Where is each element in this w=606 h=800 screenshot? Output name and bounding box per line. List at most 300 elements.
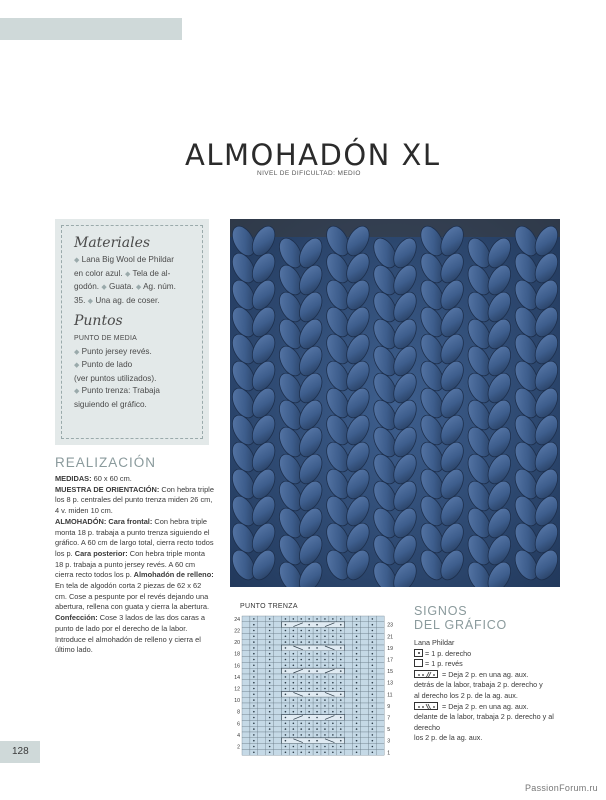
chart-knit-dot <box>332 665 334 667</box>
realizacion-heading: REALIZACIÓN <box>55 455 157 470</box>
chart-knit-dot <box>324 752 326 754</box>
chart-row-label: 9 <box>387 703 391 710</box>
chart-cell <box>345 726 353 732</box>
chart-knit-dot <box>356 705 358 707</box>
chart-knit-dot <box>285 723 287 725</box>
materials-list <box>74 254 192 308</box>
material-line: Ag. núm. <box>143 282 176 291</box>
knit-texture-image <box>230 219 560 587</box>
chart-row-label: 23 <box>387 622 393 629</box>
confeccion-text: Cose 3 lados de las dos caras a punto de lado por el derecho de la labor. Introduce el almohadón de relleno y cierra el último lado. <box>55 613 205 655</box>
chart-cell <box>361 715 369 721</box>
diamond-icon: ◆ <box>87 297 94 305</box>
chart-cell <box>242 744 250 750</box>
chart-knit-dot <box>285 752 287 754</box>
realizacion-body <box>55 474 215 656</box>
chart-knit-dot <box>269 659 271 661</box>
chart-knit-dot <box>285 624 287 626</box>
chart-knit-dot <box>293 688 295 690</box>
chart-cell <box>242 651 250 657</box>
chart-knit-dot <box>269 711 271 713</box>
chart-row-label: 13 <box>387 680 393 687</box>
chart-knit-dot <box>372 694 374 696</box>
chart-knit-dot <box>269 665 271 667</box>
diamond-icon: ◆ <box>74 388 80 395</box>
chart-cell <box>242 657 250 663</box>
chart-knit-dot <box>300 659 302 661</box>
material-line: Tela de al- <box>132 268 171 278</box>
chart-cell <box>274 697 282 703</box>
chart-knit-dot <box>356 641 358 643</box>
chart-knit-dot <box>285 682 287 684</box>
chart-knit-dot <box>332 734 334 736</box>
chart-cell <box>345 732 353 738</box>
materials-heading: Materiales <box>74 235 151 251</box>
chart-knit-dot <box>340 618 342 620</box>
muestra-text: Con hebra triple los 8 p. centrales del punto trenza miden 26 cm, 4 v. miden 10 cm. <box>55 484 214 516</box>
chart-cell <box>376 686 384 692</box>
chart-knit-dot <box>269 728 271 730</box>
chart-cell <box>274 622 282 628</box>
symbol-desc: = Deja 2 p. en una ag. aux. <box>440 669 529 679</box>
chart-knit-dot <box>285 688 287 690</box>
chart-cell <box>258 680 266 686</box>
chart-cell <box>376 703 384 709</box>
chart-knit-dot <box>269 641 271 643</box>
chart-knit-dot <box>293 653 295 655</box>
chart-knit-dot <box>269 746 271 748</box>
chart-knit-dot <box>316 717 318 719</box>
chart-knit-dot <box>308 728 310 730</box>
chart-cell <box>274 686 282 692</box>
chart-knit-dot <box>293 752 295 754</box>
chart-cell <box>361 720 369 726</box>
chart-knit-dot <box>269 670 271 672</box>
chart-knit-dot <box>332 746 334 748</box>
chart-knit-dot <box>332 688 334 690</box>
chart-knit-dot <box>372 618 374 620</box>
chart-knit-dot <box>293 636 295 638</box>
chart-knit-dot <box>372 670 374 672</box>
chart-cell <box>258 628 266 634</box>
chart-cell <box>345 657 353 663</box>
chart-row-label: 6 <box>237 721 240 728</box>
chart-knit-dot <box>324 688 326 690</box>
chart-knit-dot <box>300 665 302 667</box>
chart-cell <box>258 645 266 651</box>
cara-posterior-label: Cara posterior: <box>72 548 128 558</box>
chart-cell <box>361 668 369 674</box>
symbol-desc: = 1 p. revés <box>425 659 463 669</box>
chart-cell <box>361 732 369 738</box>
chart-knit-dot <box>324 728 326 730</box>
chart-cell <box>361 709 369 715</box>
chart-knit-dot <box>332 630 334 632</box>
chart-knit-dot <box>340 688 342 690</box>
chart-cell <box>242 668 250 674</box>
chart-knit-dot <box>316 636 318 638</box>
chart-knit-dot <box>285 618 287 620</box>
chart-cell <box>361 622 369 628</box>
diamond-icon: ◆ <box>124 270 131 278</box>
chart-knit-dot <box>356 624 358 626</box>
chart-knit-dot <box>269 717 271 719</box>
chart-knit-dot <box>269 653 271 655</box>
chart-knit-dot <box>332 705 334 707</box>
symbol-desc: = 1 p. derecho <box>425 648 472 658</box>
chart-cell <box>258 703 266 709</box>
chart-knit-dot <box>340 647 342 649</box>
chart-knit-dot <box>316 670 318 672</box>
chart-knit-dot <box>332 618 334 620</box>
material-line: 35. <box>74 295 86 305</box>
material-line: en color azul. <box>74 268 123 278</box>
chart-cell <box>345 668 353 674</box>
chart-cell <box>242 715 250 721</box>
chart-cell <box>258 657 266 663</box>
chart-knit-dot <box>308 711 310 713</box>
chart-knit-dot <box>372 641 374 643</box>
chart-knit-dot <box>356 670 358 672</box>
chart-knit-dot <box>356 630 358 632</box>
chart-knit-dot <box>372 653 374 655</box>
chart-knit-dot <box>285 659 287 661</box>
chart-knit-dot <box>356 746 358 748</box>
chart-knit-dot <box>316 734 318 736</box>
chart-cell <box>361 697 369 703</box>
chart-knit-dot <box>308 630 310 632</box>
chart-knit-dot <box>356 717 358 719</box>
chart-knit-dot <box>316 746 318 748</box>
chart-cell <box>376 633 384 639</box>
chart-cell <box>345 639 353 645</box>
chart-knit-dot <box>340 659 342 661</box>
chart-knit-dot <box>324 676 326 678</box>
chart-knit-dot <box>340 624 342 626</box>
chart-knit-dot <box>324 723 326 725</box>
punto-line: Punto jersey revés. <box>81 346 152 356</box>
chart-knit-dot <box>316 705 318 707</box>
chart-knit-dot <box>340 734 342 736</box>
chart-knit-dot <box>253 746 255 748</box>
chart-cell <box>258 738 266 744</box>
chart-knit-dot <box>308 670 310 672</box>
chart-cell <box>274 616 282 622</box>
chart-cell <box>274 749 282 755</box>
chart-cell <box>345 703 353 709</box>
chart-cell <box>376 616 384 622</box>
chart-knit-dot <box>340 723 342 725</box>
relleno-text: En tela de algodón corta 2 piezas de 62 x 62 cm. Cose a pespunte por el revés dejando una abertura, rellena con guata y cierra la abertura. <box>55 581 210 612</box>
chart-knit-dot <box>253 641 255 643</box>
knit-symbol-icon <box>414 649 423 657</box>
chart-cell <box>376 674 384 680</box>
chart-cell <box>345 697 353 703</box>
chart-cell <box>274 726 282 732</box>
materials-box-inner <box>61 225 203 439</box>
chart-cell <box>376 738 384 744</box>
relleno-label: Almohadón de relleno: <box>131 570 214 580</box>
chart-knit-dot <box>316 711 318 713</box>
chart-knit-dot <box>332 752 334 754</box>
chart-knit-dot <box>372 624 374 626</box>
symbol-desc-cont: delante de la labor, trabaja 2 p. derecho y al <box>414 712 554 722</box>
chart-row-label: 8 <box>237 709 240 716</box>
chart-row-label: 2 <box>237 744 240 751</box>
symbol-desc-cont: derecho <box>414 722 440 732</box>
chart-cell <box>361 633 369 639</box>
chart-knit-dot <box>372 705 374 707</box>
chart-cell <box>345 616 353 622</box>
chart-cell <box>376 720 384 726</box>
chart-knit-dot <box>253 647 255 649</box>
chart-cable-cell <box>282 668 345 674</box>
chart-knit-dot <box>356 676 358 678</box>
chart-knit-dot <box>316 740 318 742</box>
chart-knit-dot <box>300 688 302 690</box>
chart-knit-dot <box>269 740 271 742</box>
chart-cell <box>361 674 369 680</box>
chart-cell <box>345 738 353 744</box>
chart-cell <box>376 680 384 686</box>
watermark: PassionForum.ru <box>524 783 598 793</box>
chart-row-label: 21 <box>387 634 393 641</box>
chart-knit-dot <box>356 734 358 736</box>
chart-cell <box>376 639 384 645</box>
chart-knit-dot <box>340 653 342 655</box>
confeccion-label: Confección: <box>55 613 98 623</box>
chart-knit-dot <box>285 717 287 719</box>
chart-knit-dot <box>308 699 310 701</box>
chart-knit-dot <box>269 688 271 690</box>
chart-knit-dot <box>269 694 271 696</box>
chart-knit-dot <box>253 624 255 626</box>
chart-row-label: 17 <box>387 657 393 664</box>
chart-cell <box>361 686 369 692</box>
chart-knit-dot <box>372 734 374 736</box>
chart-cell <box>242 680 250 686</box>
chart-cell <box>376 715 384 721</box>
chart-cell <box>242 691 250 697</box>
chart-knit-dot <box>308 717 310 719</box>
chart-cell <box>242 662 250 668</box>
chart-cell <box>242 633 250 639</box>
signos-heading-line1: SIGNOS <box>414 604 468 618</box>
chart-knit-dot <box>300 705 302 707</box>
chart-row-label: 12 <box>234 686 240 693</box>
chart-knit-dot <box>324 641 326 643</box>
chart-cell <box>242 749 250 755</box>
chart-knit-dot <box>285 705 287 707</box>
chart-knit-dot <box>324 665 326 667</box>
chart-knit-dot <box>293 711 295 713</box>
diamond-icon: ◆ <box>135 284 142 291</box>
chart-knit-dot <box>293 728 295 730</box>
materials-box <box>55 219 209 445</box>
chart-knit-dot <box>308 636 310 638</box>
puntos-list <box>74 332 192 411</box>
chart-knit-dot <box>285 734 287 736</box>
chart-knit-dot <box>253 752 255 754</box>
chart-knit-dot <box>316 630 318 632</box>
chart-title: PUNTO TRENZA <box>240 603 298 610</box>
chart-cell <box>361 645 369 651</box>
chart-knit-dot <box>316 682 318 684</box>
knit-chart-grid <box>228 610 398 762</box>
material-line: Guata. <box>109 282 134 291</box>
chart-knit-dot <box>316 624 318 626</box>
chart-cell <box>361 662 369 668</box>
cara-frontal-text: Con hebra triple monta 18 p. trabaja a punto trenza siguiendo el gráfico. A 60 cm de largo total, cierra recto todos los p. <box>55 516 214 558</box>
chart-cell <box>361 738 369 744</box>
chart-knit-dot <box>253 688 255 690</box>
punto-line: siguiendo el gráfico. <box>74 399 147 409</box>
chart-knit-dot <box>308 734 310 736</box>
chart-cell <box>274 744 282 750</box>
chart-cell <box>274 715 282 721</box>
chart-knit-dot <box>293 705 295 707</box>
chart-knit-dot <box>316 659 318 661</box>
chart-cell <box>274 639 282 645</box>
chart-cell <box>258 616 266 622</box>
top-decor-bar <box>0 18 182 40</box>
chart-cable-cell <box>282 738 345 744</box>
chart-cell <box>274 732 282 738</box>
chart-cell <box>274 668 282 674</box>
chart-knit-dot <box>300 711 302 713</box>
chart-knit-dot <box>372 723 374 725</box>
chart-cell <box>345 686 353 692</box>
chart-knit-dot <box>293 734 295 736</box>
chart-knit-dot <box>324 659 326 661</box>
chart-knit-dot <box>253 665 255 667</box>
chart-knit-dot <box>332 711 334 713</box>
chart-knit-dot <box>324 734 326 736</box>
chart-cell <box>258 709 266 715</box>
chart-knit-dot <box>308 705 310 707</box>
chart-knit-dot <box>372 682 374 684</box>
chart-cell <box>274 674 282 680</box>
chart-row-label: 14 <box>234 674 240 681</box>
chart-knit-dot <box>316 752 318 754</box>
chart-knit-dot <box>332 636 334 638</box>
chart-cell <box>258 674 266 680</box>
chart-knit-dot <box>356 723 358 725</box>
chart-knit-dot <box>308 647 310 649</box>
chart-knit-dot <box>372 676 374 678</box>
chart-knit-dot <box>253 711 255 713</box>
chart-knit-dot <box>340 711 342 713</box>
chart-knit-dot <box>308 659 310 661</box>
chart-cell <box>274 720 282 726</box>
chart-knit-dot <box>285 670 287 672</box>
chart-cell <box>274 662 282 668</box>
chart-cell <box>345 651 353 657</box>
chart-cell <box>345 622 353 628</box>
chart-knit-dot <box>253 694 255 696</box>
chart-knit-dot <box>269 699 271 701</box>
chart-knit-dot <box>269 630 271 632</box>
symbol-desc: = Deja 2 p. en una ag. aux. <box>440 701 529 711</box>
chart-knit-dot <box>340 705 342 707</box>
chart-knit-dot <box>356 711 358 713</box>
chart-knit-dot <box>332 682 334 684</box>
chart-cell <box>376 732 384 738</box>
chart-cell <box>345 709 353 715</box>
chart-knit-dot <box>372 630 374 632</box>
chart-cell <box>242 703 250 709</box>
chart-knit-dot <box>293 630 295 632</box>
chart-knit-dot <box>300 723 302 725</box>
chart-knit-dot <box>285 746 287 748</box>
chart-knit-dot <box>356 740 358 742</box>
signos-legend <box>414 638 586 744</box>
chart-knit-dot <box>324 682 326 684</box>
chart-knit-dot <box>300 636 302 638</box>
chart-cell <box>274 738 282 744</box>
chart-cell <box>274 703 282 709</box>
cable-back-symbol-icon <box>414 670 438 678</box>
chart-knit-dot <box>308 688 310 690</box>
chart-knit-dot <box>340 641 342 643</box>
chart-knit-dot <box>269 752 271 754</box>
material-line: godón. <box>74 282 100 291</box>
chart-knit-dot <box>253 682 255 684</box>
chart-knit-dot <box>300 728 302 730</box>
chart-row-label: 1 <box>387 750 391 757</box>
chart-knit-dot <box>340 699 342 701</box>
chart-cell <box>258 633 266 639</box>
chart-row-label: 4 <box>237 732 240 739</box>
chart-knit-dot <box>372 752 374 754</box>
chart-row-label: 16 <box>234 663 240 670</box>
difficulty-label: NIVEL DE DIFICULTAD: MEDIO <box>257 170 361 177</box>
chart-knit-dot <box>340 682 342 684</box>
chart-knit-dot <box>285 647 287 649</box>
chart-knit-dot <box>356 688 358 690</box>
chart-knit-dot <box>324 746 326 748</box>
chart-cell <box>242 674 250 680</box>
chart-cell <box>376 668 384 674</box>
chart-knit-dot <box>293 723 295 725</box>
chart-knit-dot <box>269 624 271 626</box>
chart-cell <box>376 726 384 732</box>
chart-knit-dot <box>300 676 302 678</box>
chart-cell <box>242 645 250 651</box>
chart-knit-dot <box>356 653 358 655</box>
chart-knit-dot <box>285 630 287 632</box>
chart-knit-dot <box>253 659 255 661</box>
chart-knit-dot <box>293 641 295 643</box>
chart-knit-dot <box>285 711 287 713</box>
chart-knit-dot <box>293 659 295 661</box>
chart-knit-dot <box>285 665 287 667</box>
chart-knit-dot <box>332 699 334 701</box>
chart-knit-dot <box>300 734 302 736</box>
material-line: Lana Big Wool de Phildar <box>81 255 174 264</box>
chart-knit-dot <box>308 653 310 655</box>
chart-cell <box>258 668 266 674</box>
chart-knit-dot <box>253 717 255 719</box>
chart-knit-dot <box>269 647 271 649</box>
cable-front-symbol-icon <box>414 702 438 710</box>
chart-knit-dot <box>332 653 334 655</box>
chart-knit-dot <box>356 694 358 696</box>
symbol-desc-cont: detrás de la labor, trabaja 2 p. derecho y <box>414 680 543 690</box>
chart-knit-dot <box>253 699 255 701</box>
diamond-icon: ◆ <box>101 284 107 291</box>
chart-cell <box>242 738 250 744</box>
